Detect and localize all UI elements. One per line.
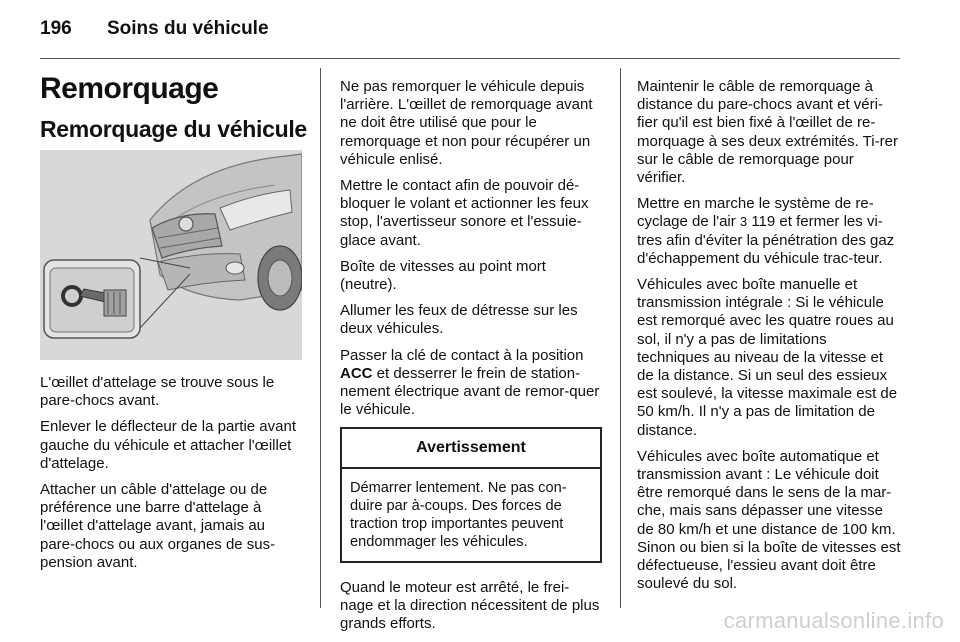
paragraph: Enlever le déflecteur de la partie avant gauche du véhicule et attacher l'œillet d'attelage. xyxy=(40,418,296,472)
column-3 xyxy=(637,78,903,601)
paragraph: L'œillet d'attelage se trouve sous le pare-chocs avant. xyxy=(40,374,275,410)
column-divider xyxy=(620,68,621,608)
page-header xyxy=(40,18,269,40)
paragraph: Attacher un câble d'attelage ou de préférence une barre d'attelage à l'œillet d'attelage avant, jamais au pare-chocs ou aux organes de sus-pension avant. xyxy=(40,481,276,571)
warning-box xyxy=(340,427,602,562)
page-title: Remorquage xyxy=(40,72,219,105)
paragraph: Maintenir le câble de remorquage à distance du pare-chocs avant et véri-fier qu'il est bien fixé à l'œillet de re-morquage à ses deux extrémités. Ti-rer sur le câble de remorquage pour vérifier. xyxy=(637,78,898,187)
text-segment: Passer la clé de contact à la position xyxy=(340,346,584,364)
paragraph: Allumer les feux de détresse sur les deux véhicules. xyxy=(340,302,578,338)
page-ref-arrow-icon[interactable]: 3 xyxy=(739,214,748,230)
paragraph: Véhicules avec boîte manuelle et transmission intégrale : Si le véhicule est remorqué avec les quatre roues au sol, il n'y a pas de limitations techniques au niveau de la vitesse et de la distance. Si un seul des essieux est soulevé, la vitesse maximale est de 50 km/h. Il n'y a pas de limitation de distance. xyxy=(637,276,898,439)
page-subtitle: Remorquage du véhicule xyxy=(40,116,307,142)
paragraph xyxy=(340,347,602,420)
warning-title: Avertissement xyxy=(342,429,600,468)
paragraph: Quand le moteur est arrêté, le frei-nage et la direction nécessitent de plus grands efforts. xyxy=(340,578,600,633)
car-front-drawing xyxy=(40,150,302,360)
warning-text: Démarrer lentement. Ne pas con-duire par à-coups. Des forces de traction trop importantes peuvent endommager les véhicules. xyxy=(350,479,567,550)
text-segment: et fermer les vi-tres afin d'éviter la pénétration des gaz d'échappement du véhicule trac-teur. xyxy=(637,213,895,267)
paragraph: Ne pas remorquer le véhicule depuis l'arrière. L'œillet de remorquage avant ne doit être utilisé que pour le remorquage et non pour récupérer un véhicule enlisé. xyxy=(340,78,593,168)
watermark: carmanualsonline.info xyxy=(723,608,944,633)
paragraph: Boîte de vitesses au point mort (neutre). xyxy=(340,257,546,294)
tow-eye-illustration xyxy=(40,150,302,360)
acc-position-label: ACC xyxy=(340,364,373,382)
paragraph xyxy=(637,195,903,268)
column-1 xyxy=(40,374,302,580)
text-segment: Mettre en marche le système de re-cyclage de l'air xyxy=(637,195,874,231)
text-segment: et desserrer le frein de station-nement électrique avant de remor-quer le véhicule. xyxy=(340,364,600,419)
header-rule xyxy=(40,58,900,59)
paragraph: Mettre le contact afin de pouvoir dé-bloquer le volant et actionner les feux stop, l'avertisseur sonore et l'essuie-glace avant. xyxy=(340,177,589,249)
section-title: Soins du véhicule xyxy=(106,18,269,39)
column-divider xyxy=(320,68,321,608)
paragraph: Véhicules avec boîte automatique et transmission avant : Le véhicule doit être remorqué dans le sens de la mar-che, mais sans dépasser une vitesse de 80 km/h et une distance de 100 km. Sinon ou bien si la boîte de vitesses est défectueuse, l'essieu avant doit être soulevé du sol. xyxy=(637,447,901,593)
column-2 xyxy=(340,78,602,641)
page-ref-number[interactable]: 119 xyxy=(747,213,776,231)
page-number: 196 xyxy=(40,18,72,39)
